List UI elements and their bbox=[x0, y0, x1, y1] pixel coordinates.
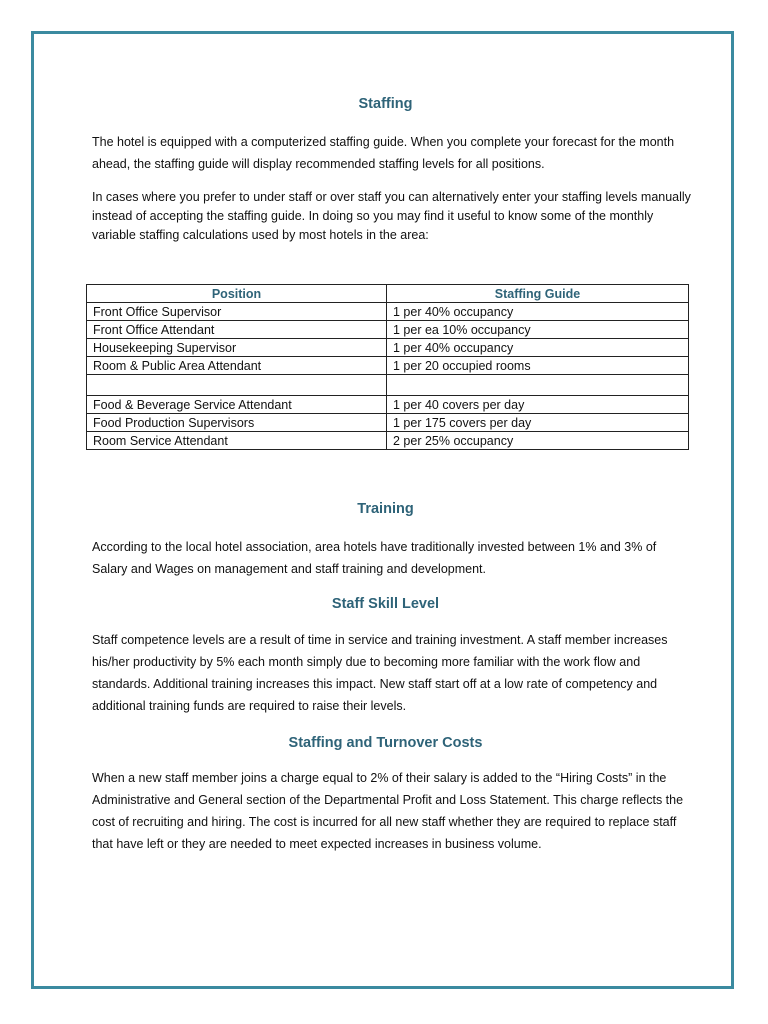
guide-cell: 1 per 175 covers per day bbox=[387, 414, 689, 432]
position-cell: Room & Public Area Attendant bbox=[87, 357, 387, 375]
guide-cell: 1 per 40% occupancy bbox=[387, 303, 689, 321]
guide-cell: 1 per 40% occupancy bbox=[387, 339, 689, 357]
table-row bbox=[87, 303, 689, 321]
table-row bbox=[87, 321, 689, 339]
column-header-position: Position bbox=[87, 285, 387, 303]
table-row bbox=[87, 339, 689, 357]
position-cell bbox=[87, 375, 387, 396]
guide-cell: 1 per ea 10% occupancy bbox=[387, 321, 689, 339]
table-row bbox=[87, 414, 689, 432]
table-row bbox=[87, 432, 689, 450]
position-cell: Food Production Supervisors bbox=[87, 414, 387, 432]
training-paragraph: According to the local hotel association, area hotels have traditionally invested between 1% and 3% of Salary and Wages on management and staff training and development. bbox=[92, 540, 657, 576]
column-header-staffing-guide: Staffing Guide bbox=[387, 285, 689, 303]
staffing-paragraph-1: The hotel is equipped with a computerized staffing guide. When you complete your forecast for the month ahead, the staffing guide will display recommended staffing levels for all positions. bbox=[92, 135, 675, 171]
staff-skill-paragraph: Staff competence levels are a result of time in service and training investment. A staff member increases his/her productivity by 5% each month simply due to becoming more familiar with the work flow and standards. Additional training increases this impact. New staff start off at a low rate of competency and additional training funds are required to raise their levels. bbox=[92, 633, 668, 713]
staffing-heading: Staffing bbox=[358, 96, 413, 112]
table-row bbox=[87, 357, 689, 375]
guide-cell bbox=[387, 375, 689, 396]
training-heading: Training bbox=[357, 501, 414, 517]
position-cell: Room Service Attendant bbox=[87, 432, 387, 450]
document-page bbox=[31, 31, 734, 989]
staffing-guide-table bbox=[86, 284, 689, 450]
turnover-heading: Staffing and Turnover Costs bbox=[288, 735, 483, 751]
turnover-paragraph: When a new staff member joins a charge equal to 2% of their salary is added to the “Hiring Costs” in the Administrative and General section of the Departmental Profit and Loss Statement. This charge reflects the cost of recruiting and hiring. The cost is incurred for all new staff whether they are required to replace staff that have left or they are needed to meet expected increases in business volume. bbox=[92, 771, 684, 851]
guide-cell: 1 per 20 occupied rooms bbox=[387, 357, 689, 375]
position-cell: Front Office Attendant bbox=[87, 321, 387, 339]
table-row bbox=[87, 396, 689, 414]
position-cell: Food & Beverage Service Attendant bbox=[87, 396, 387, 414]
staff-skill-heading: Staff Skill Level bbox=[331, 596, 440, 612]
guide-cell: 1 per 40 covers per day bbox=[387, 396, 689, 414]
position-cell: Front Office Supervisor bbox=[87, 303, 387, 321]
staffing-paragraph-2: In cases where you prefer to under staff or over staff you can alternatively enter your staffing levels manually instead of accepting the staffing guide. In doing so you may find it useful to know some of the monthly variable staffing calculations used by most hotels in the area: bbox=[92, 190, 691, 242]
table-header-row bbox=[87, 285, 689, 303]
position-cell: Housekeeping Supervisor bbox=[87, 339, 387, 357]
guide-cell: 2 per 25% occupancy bbox=[387, 432, 689, 450]
table-row-empty bbox=[87, 375, 689, 396]
